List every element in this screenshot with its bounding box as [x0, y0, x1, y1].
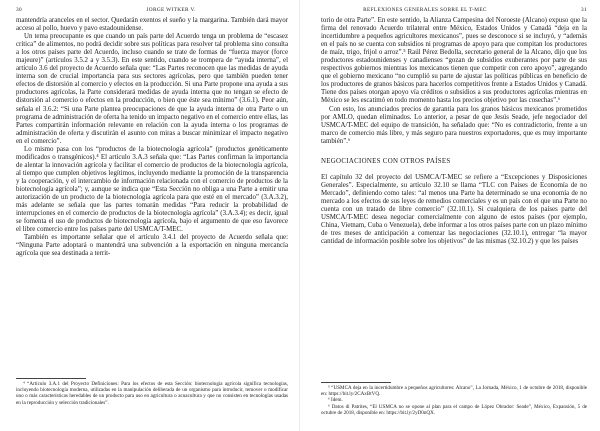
right-running-header: [309, 6, 591, 14]
left-footnote-rule: [16, 378, 86, 379]
footnote: ⁶ Idem.: [328, 397, 343, 404]
left-paragraph: También es importante señalar que el artículo 3.4.1 del proyecto de Acuerdo señala que: “Ninguna Parte adoptará o mantendrá una subvención a la exportación en ninguna mercancía agrícola que sea destinada a territ-: [16, 234, 288, 258]
right-paragraph: torio de otra Parte”. En este sentido, la Alianza Campesina del Noroeste (Alcano) expuso que la firma del renovado Acuerdo trilateral entre México, Estados Unidos y Canadá “deja en la incertidumbre a pequeños agricultores mexicanos”, pues se desconoce si se incluyó, y “además en el país no se cuenta con subsidios ni programas de apoyo para que compitan los productores de maíz, trigo, frijol o arroz”.⁵ Raúl Pérez Bedolla, secretario general de la Alcano, dijo que los productores estadounidenses y canadienses “gozan de subsidios exuberantes por parte de sus respectivos gobiernos mientras los mexicanos tienen que competir con cero apoyo”, agregando que el gobierno mexicano “no cumplió su parte de ajustar las políticas públicas en beneficio de los productores de granos básicos para hacerlos competitivos frente a Estados Unidos y Canadá. Tiene dos países otorgan apoyo vía créditos o subsidios a sus productores agrícolas mientras en México se les escatimó en todo momento hasta los precios objetivo por las cosechas”.⁶: [321, 17, 587, 105]
left-page: [10, 0, 292, 431]
right-page: [309, 0, 591, 431]
right-paragraph: El capítulo 32 del proyecto del USMCA/T-MEC se refiere a “Excepciones y Disposiciones Generales”. Especialmente, su artículo 32.10 se llama “TLC con Países de Economía de no Mercado”, definiendo como tales: “al menos una Parte ha determinado se una economía de no mercado a los efectos de sus leyes de remedios comerciales y es un país con el que una Parte no cuenta con un tratado de libre comercio” (32.10.1). Si cualquiera de los países parte del USMCA/T-MEC desea negociar comercialmente con alguno de estos países (por ejemplo, China, Vietnam, Cuba o Venezuela), debe informar a los otros países parte con un plazo mínimo de tres meses de anticipación a comenzar las negociaciones (32.10.1), entregar “la mayor cantidad de información posible sobre los objetivos” de las mismas (32.10.2) y que les países: [321, 173, 587, 246]
footnote: ⁴ “Artículo 3.A.1 del Proyecto Definiciones: Para los efectos de esta Sección: biotecnología agrícola significa tecnologías, incluyendo biotecnología moderna, utilizadas en la manipulación deliberada de un organismo para introducir, remover o modificar uno o más características heredables de un producto para uso en agricultura o acuacultura y que no consisten en tecnologías usadas en la reproducción y selección tradicionales”.: [16, 381, 288, 406]
right-body-text: [321, 17, 587, 246]
left-running-header: [10, 6, 292, 14]
left-page-number: 30: [16, 7, 22, 13]
footnote: ⁶ Datos di Patrites, “El USMCA no se opone al plan para el campo de López Obrador: Seade”, México, Expansión, 5 de octubre de 2018, disponible en: https://bit.ly/2yD0nQX.: [321, 403, 587, 416]
page-gutter: [299, 0, 300, 431]
right-paragraph: Con esto, los anunciados precios de garantía para los granos básicos mexicanos prometidos por AMLO, quedan eliminados. Lo anterior, a pesar de que Jesús Seade, jefe negociador del USMCA/T-MEC del equipo de transición, ha señalado que: “No es contradictorio, frente a un marco de comercio más libre, y más seguro para nuestros exportadores, que es muy importante también”.⁶: [321, 105, 587, 145]
right-running-head: REFLEXIONES GENERALES SOBRE EL T-MEC: [363, 7, 487, 13]
right-page-number: 31: [581, 7, 587, 13]
footnote: ⁵ “USMCA deja en la incertidumbre a pequeños agricultores: Alcano”, La Jornada, México, 1 de octubre de 2018, disponible en: https://bit.ly/2CAxBtVQ.: [321, 385, 587, 398]
right-footnote-rule: [321, 382, 391, 383]
left-footnotes: [16, 381, 288, 406]
left-paragraph: Lo mismo pasa con los “productos de la biotecnología agrícola” (productos genéticamente modificados o transgénicos).⁴ El artículo 3.A.3 señala que: “Las Partes confirman la importancia de alentar la innovación agrícola y facilitar el comercio de productos de la biotecnología agrícola, al tiempo que cumplen objetivos legítimos, incluyendo mediante la promoción de la transparencia y la cooperación, y el intercambio de información relacionada con el comercio de productos de la biotecnología agrícola”; y, aunque se indica que “Esta Sección no obliga a una Parte a emitir una autorización de un producto de la biotecnología agrícola para que esté en el mercado” (3.A.3.2), más adelante se señala que las partes tomarán medidas “Para reducir la probabilidad de interrupciones en el comercio de productos de la biotecnología agrícola” (3.A.3.4); es decir, igual se fomenta el uso de productos de biotecnología agrícola, bajo el argumento de que eso favorece el libre comercio entre los países parte del USMCA/T-MEC.: [16, 145, 288, 234]
left-body-text: [16, 17, 288, 258]
section-heading: NEGOCIACIONES CON OTROS PAÍSES: [321, 157, 451, 165]
left-paragraph: mantendría aranceles en el sector. Quedarán exentos el sueño y la margarina. También dará mayor acceso al pollo, huevo y pavo estadounidense.: [16, 17, 288, 33]
left-paragraph: Un tema preocupante es que cuando un país parte del Acuerdo tenga un problema de “escasez crítica” de alimentos, no podrá decidir sobre sus políticas para resolver tal problema sino consulta a los otros países parte del Acuerdo, incluso cuando se trate de formas de “fuerza mayor (force majeure)” (artículos 3.5.2 a y 3.5.3). En este sentido, cuando se trompera de “ayuda interna”, el artículo 3.6 del proyecto de Acuerdo señala que: “Las Partes reconocen que las medidas de ayuda interna son de crucial importancia para sus sectores agrícolas, pero que también pueden tener efectos de distorsión al comercio y efectos en la producción. Si una Parte propone una ayuda a sus productores agrícolas, la Parte considerará medidas de ayuda interna que no tengan se efecto de distorsión al comercio o efectos en la producción, o bien que éste sea mínimo” (3.6.1). Peor aún, señala el 3.6.2: “Si una Parte plantea preocupaciones de que la ayuda interna de otra Parte o un programa de administración de oferta ha tenido un impacto negativo en el comercio entre ellas, las Partes compartirán información relevante en relación con la ayuda interna o los programas de administración de oferta y discutirán el asunto con miras a buscar minimizar el impacto negativo en el comercio”.: [16, 33, 288, 145]
left-running-head: JORGE WITKER V.: [146, 7, 196, 13]
right-footnotes: [321, 385, 587, 416]
